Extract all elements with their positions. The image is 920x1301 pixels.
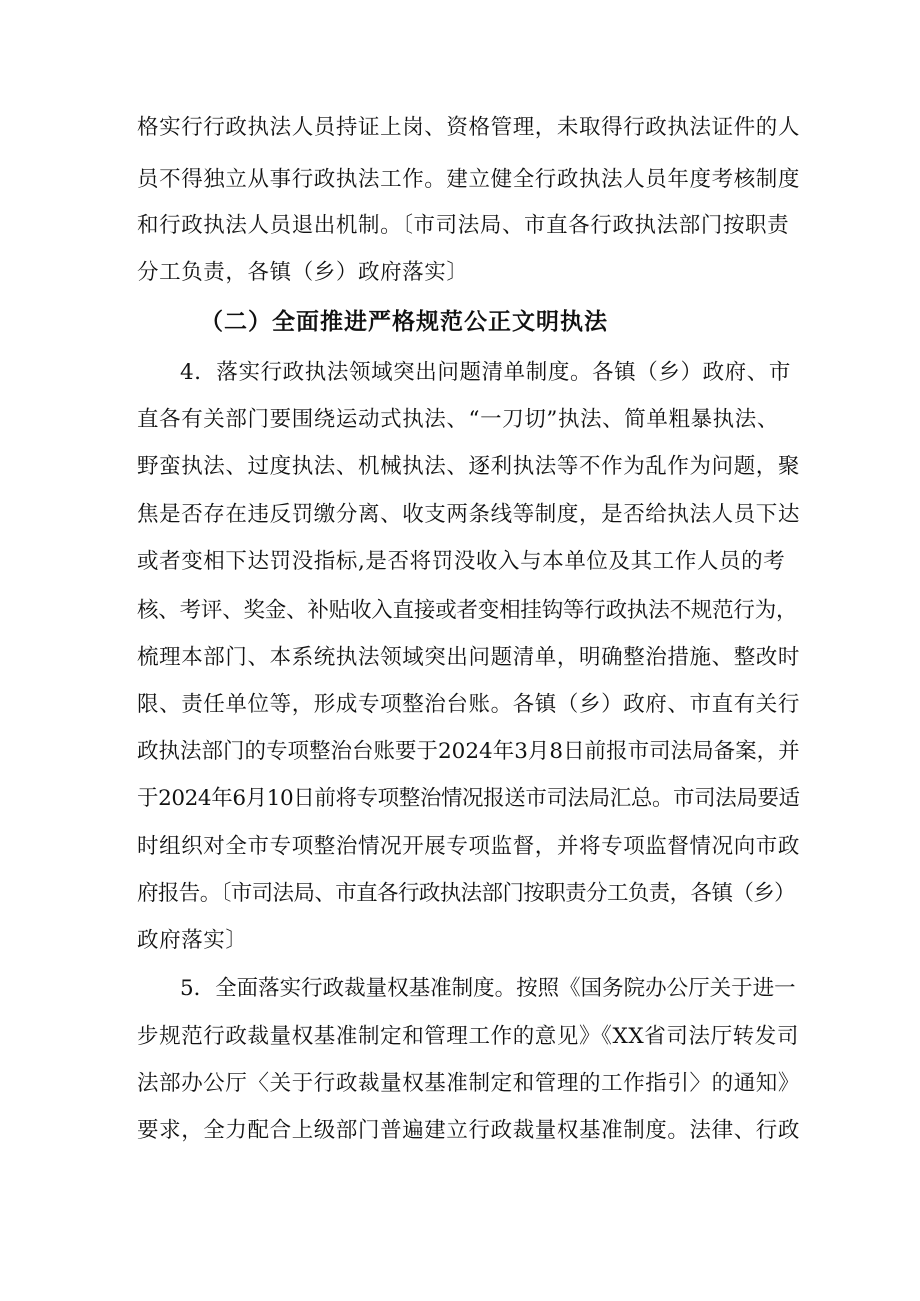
body-text-line: 府报告。〔市司法局、市直各行政执法部门按职责分工负责，各镇（乡） xyxy=(137,881,796,906)
body-text-line: 分工负责，各镇（乡）政府落实〕 xyxy=(137,260,469,285)
body-text-line: 5．全面落实行政裁量权基准制度。按照《国务院办公厅关于进一 xyxy=(180,976,796,1001)
body-text-line: 格实行行政执法人员持证上岗、资格管理，未取得行政执法证件的人 xyxy=(137,115,801,140)
body-text-line: 梳理本部门、本系统执法领域突出问题清单，明确整治措施、整改时 xyxy=(137,645,801,670)
body-text-line: 政府落实〕 xyxy=(137,928,248,953)
section-heading: （二）全面推进严格规范公正文明执法 xyxy=(200,308,608,335)
body-text-line: 要求，全力配合上级部门普遍建立行政裁量权基准制度。法律、行政 xyxy=(137,1118,801,1143)
body-text-line: 于2024年6月10日前将专项整治情况报送市司法局汇总。市司法局要适 xyxy=(137,786,800,811)
body-text-line: 法部办公厅〈关于行政裁量权基准制定和管理的工作指引〉的通知》 xyxy=(137,1071,801,1096)
body-text-line: 政执法部门的专项整治台账要于2024年3月8日前报市司法局备案，并 xyxy=(137,739,800,764)
body-text-line: 员不得独立从事行政执法工作。建立健全行政执法人员年度考核制度 xyxy=(137,167,801,192)
body-text-line: 焦是否存在违反罚缴分离、收支两条线等制度，是否给执法人员下达 xyxy=(137,502,801,527)
body-text-line: 或者变相下达罚没指标,是否将罚没收入与本单位及其工作人员的考 xyxy=(137,549,786,574)
body-text-line: 时组织对全市专项整治情况开展专项监督，并将专项监督情况向市政 xyxy=(137,834,801,859)
body-text-line: 野蛮执法、过度执法、机械执法、逐利执法等不作为乱作为问题，聚 xyxy=(137,454,801,479)
body-text-line: 直各有关部门要围绕运动式执法、“一刀切”执法、简单粗暴执法、 xyxy=(137,407,779,432)
body-text-line: 核、考评、奖金、补贴收入直接或者变相挂钩等行政执法不规范行为， xyxy=(137,598,798,623)
body-text-line: 限、责任单位等，形成专项整治台账。各镇（乡）政府、市直有关行 xyxy=(137,692,801,717)
body-text-line: 4．落实行政执法领域突出问题清单制度。各镇（乡）政府、市 xyxy=(180,360,791,385)
body-text-line: 步规范行政裁量权基准制定和管理工作的意见》《XX省司法厅转发司 xyxy=(137,1024,799,1049)
body-text-line: 和行政执法人员退出机制。〔市司法局、市直各行政执法部门按职责 xyxy=(137,213,790,238)
